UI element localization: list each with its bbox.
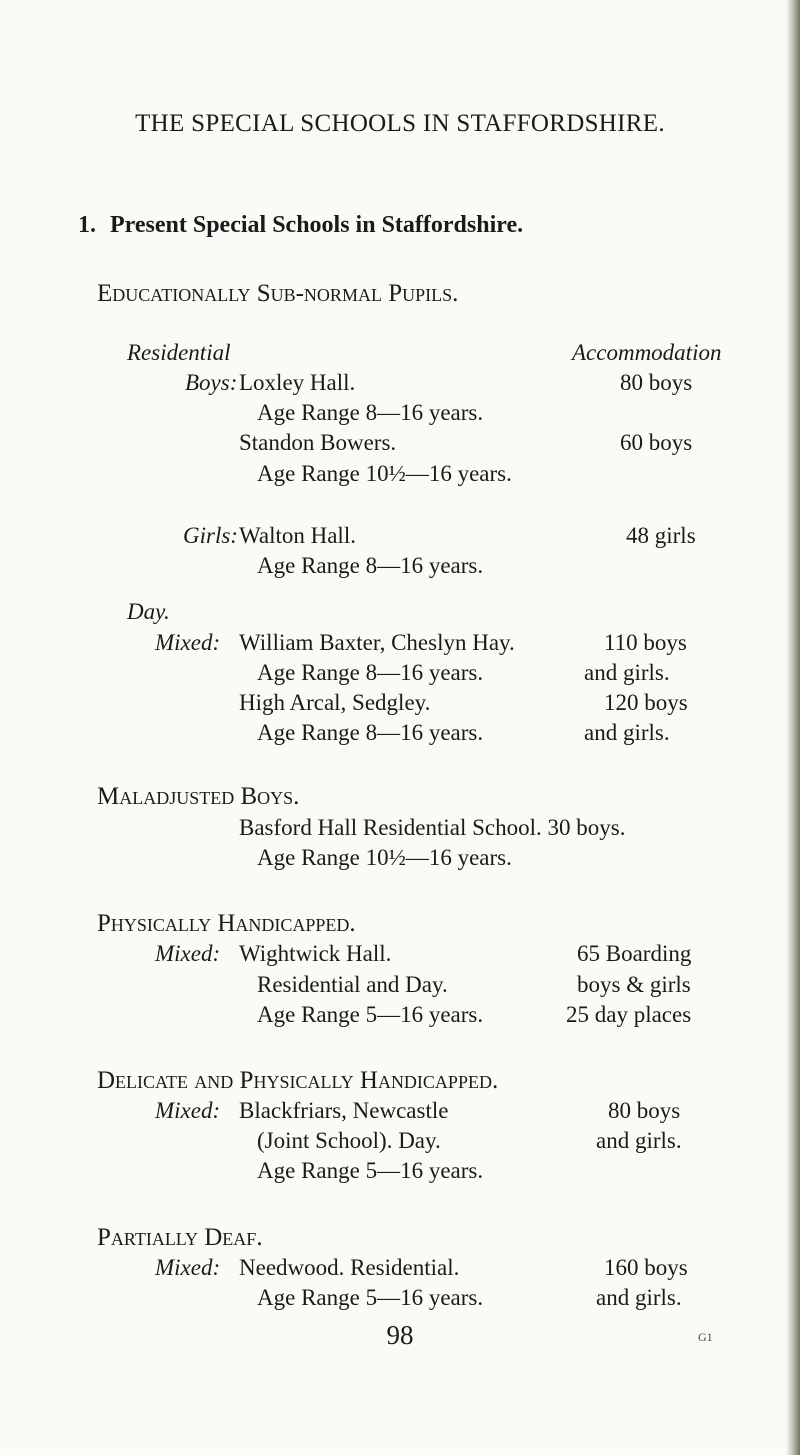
boys-label: Boys: (185, 370, 238, 395)
baxter-places-1: 110 boys (604, 630, 687, 655)
blackfriars-places-2: and girls. (596, 1128, 682, 1153)
standon-age: Age Range 10½—16 years. (257, 461, 512, 486)
signature-mark: G1 (698, 1330, 713, 1344)
baxter-places-2: and girls. (584, 660, 670, 685)
needwood-age: Age Range 5—16 years. (257, 1285, 484, 1310)
basford-line: Basford Hall Residential School. 30 boys. (239, 815, 626, 840)
blackfriars-places-1: 80 boys (608, 1098, 681, 1123)
wightwick-places-1: 65 Boarding (577, 941, 692, 966)
accommodation-label: Accommodation (572, 340, 722, 365)
section-number: 1. (78, 212, 96, 238)
arcal-name: High Arcal, Sedgley. (239, 690, 431, 715)
blackfriars-type: (Joint School). Day. (257, 1128, 441, 1153)
standon-name: Standon Bowers. (239, 430, 397, 455)
loxley-age: Age Range 8—16 years. (257, 400, 484, 425)
blackfriars-age: Age Range 5—16 years. (257, 1158, 484, 1183)
page-title: THE SPECIAL SCHOOLS IN STAFFORDSHIRE. (135, 110, 665, 137)
needwood-name: Needwood. Residential. (239, 1255, 460, 1280)
arcal-age: Age Range 8—16 years. (257, 720, 484, 745)
delicate-heading: Delicate and Physically Handicapped. (97, 1067, 499, 1094)
wightwick-places-2: boys & girls (577, 972, 691, 997)
maladjusted-heading: Maladjusted Boys. (97, 783, 300, 810)
arcal-places-2: and girls. (584, 720, 670, 745)
wightwick-name: Wightwick Hall. (239, 941, 392, 966)
girls-label: Girls: (183, 523, 238, 548)
physically-heading: Physically Handicapped. (97, 910, 356, 937)
arcal-places-1: 120 boys (604, 690, 688, 715)
section-heading-text: Present Special Schools in Staffordshire. (110, 212, 524, 238)
section-heading (78, 212, 523, 239)
deaf-heading: Partially Deaf. (97, 1224, 263, 1251)
page-number: 98 (386, 1320, 414, 1350)
day-mixed-label: Mixed: (155, 630, 221, 655)
loxley-name: Loxley Hall. (239, 370, 356, 395)
walton-places: 48 girls (626, 523, 696, 548)
wightwick-places-3: 25 day places (566, 1002, 692, 1027)
standon-places: 60 boys (620, 430, 693, 455)
residential-label: Residential (127, 340, 231, 365)
deaf-mixed-label: Mixed: (155, 1255, 221, 1280)
physically-mixed-label: Mixed: (155, 941, 221, 966)
wightwick-type: Residential and Day. (257, 972, 448, 997)
day-label: Day. (127, 599, 170, 624)
esn-heading: Educationally Sub-normal Pupils. (97, 280, 459, 307)
needwood-places-2: and girls. (596, 1285, 682, 1310)
page-edge-shadow (786, 0, 800, 1455)
baxter-name: William Baxter, Cheslyn Hay. (239, 630, 515, 655)
walton-age: Age Range 8—16 years. (257, 553, 484, 578)
blackfriars-name: Blackfriars, Newcastle (239, 1098, 449, 1123)
loxley-places: 80 boys (620, 370, 693, 395)
basford-age: Age Range 10½—16 years. (257, 845, 512, 870)
walton-name: Walton Hall. (239, 523, 356, 548)
needwood-places-1: 160 boys (604, 1255, 688, 1280)
wightwick-age: Age Range 5—16 years. (257, 1002, 484, 1027)
delicate-mixed-label: Mixed: (155, 1098, 221, 1123)
baxter-age: Age Range 8—16 years. (257, 660, 484, 685)
